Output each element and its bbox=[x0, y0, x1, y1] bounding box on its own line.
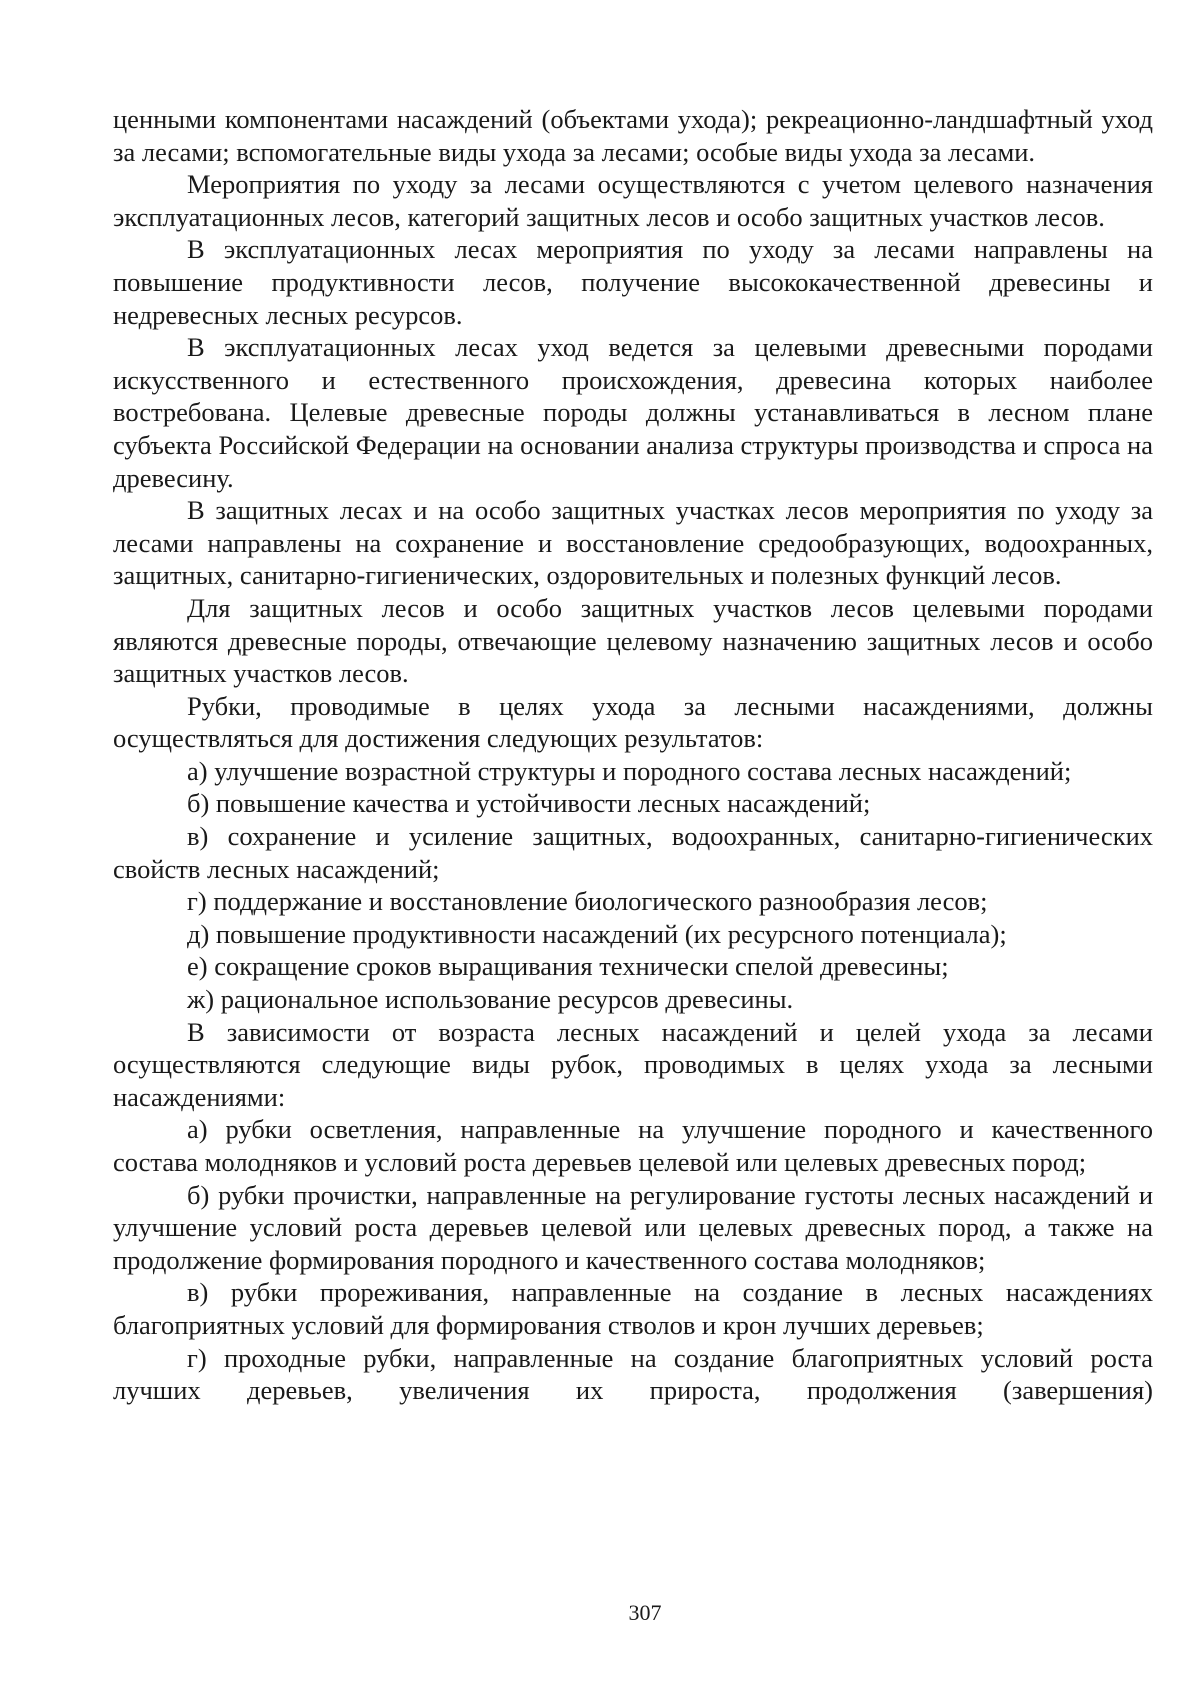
list-item: ж) рациональное использование ресурсов древесины. bbox=[187, 984, 794, 1015]
list-item: а) улучшение возрастной структуры и породного состава лесных насаждений; bbox=[187, 755, 1072, 786]
document-page bbox=[113, 103, 1153, 1407]
paragraph: В защитных лесах и на особо защитных участках лесов мероприятия по уходу за лесами направлены на сохранение и восстановление средообразующих, водоохранных, защитных, санитарно-гигиенических, оздоровительных и полезных функций лесов. bbox=[113, 495, 1153, 591]
paragraph: В эксплуатационных лесах уход ведется за целевыми древесными породами искусственного и естественного происхождения, древесина которых наиболее востребована. Целевые древесные породы должны устанавливаться в лесном плане субъекта Российской Федерации на основании анализа структуры производства и спроса на древесину. bbox=[113, 332, 1153, 493]
paragraph: В зависимости от возраста лесных насаждений и целей ухода за лесами осуществляются следующие виды рубок, проводимых в целях ухода за лесными насаждениями: bbox=[113, 1016, 1153, 1112]
paragraph: Рубки, проводимые в целях ухода за лесными насаждениями, должны осуществляться для достижения следующих результатов: bbox=[113, 690, 1153, 754]
paragraph-continuation: ценными компонентами насаждений (объектами ухода); рекреационно-ландшафтный уход за лесами; вспомогательные виды ухода за лесами; особые виды ухода за лесами. bbox=[113, 104, 1153, 167]
list-item: б) повышение качества и устойчивости лесных насаждений; bbox=[187, 788, 871, 819]
list-item: б) рубки прочистки, направленные на регулирование густоты лесных насаждений и улучшение условий роста деревьев целевой или целевых древесных пород, а также на продолжение формирования породного и качественного состава молодняков; bbox=[113, 1179, 1153, 1275]
list-item: г) поддержание и восстановление биологического разнообразия лесов; bbox=[187, 886, 988, 917]
list-item: в) сохранение и усиление защитных, водоохранных, санитарно-гигиенических свойств лесных насаждений; bbox=[113, 821, 1153, 884]
list-item: д) повышение продуктивности насаждений (их ресурсного потенциала); bbox=[187, 918, 1007, 949]
list-item: е) сокращение сроков выращивания технически спелой древесины; bbox=[187, 951, 949, 982]
paragraph: Для защитных лесов и особо защитных участков лесов целевыми породами являются древесные породы, отвечающие целевому назначению защитных лесов и особо защитных участков лесов. bbox=[113, 592, 1153, 689]
page-number: 307 bbox=[628, 1600, 662, 1625]
paragraph: Мероприятия по уходу за лесами осуществляются с учетом целевого назначения эксплуатационных лесов, категорий защитных лесов и особо защитных участков лесов. bbox=[113, 169, 1153, 232]
list-item: г) проходные рубки, направленные на создание благоприятных условий роста лучших деревьев, увеличения их прироста, продолжения (завершения) bbox=[113, 1342, 1153, 1406]
list-item: а) рубки осветления, направленные на улучшение породного и качественного состава молодняков и условий роста деревьев целевой или целевых древесных пород; bbox=[113, 1114, 1153, 1177]
list-item: в) рубки прореживания, направленные на создание в лесных насаждениях благоприятных условий для формирования стволов и крон лучших деревьев; bbox=[113, 1277, 1153, 1340]
paragraph: В эксплуатационных лесах мероприятия по уходу за лесами направлены на повышение продуктивности лесов, получение высококачественной древесины и недревесных лесных ресурсов. bbox=[113, 234, 1153, 330]
